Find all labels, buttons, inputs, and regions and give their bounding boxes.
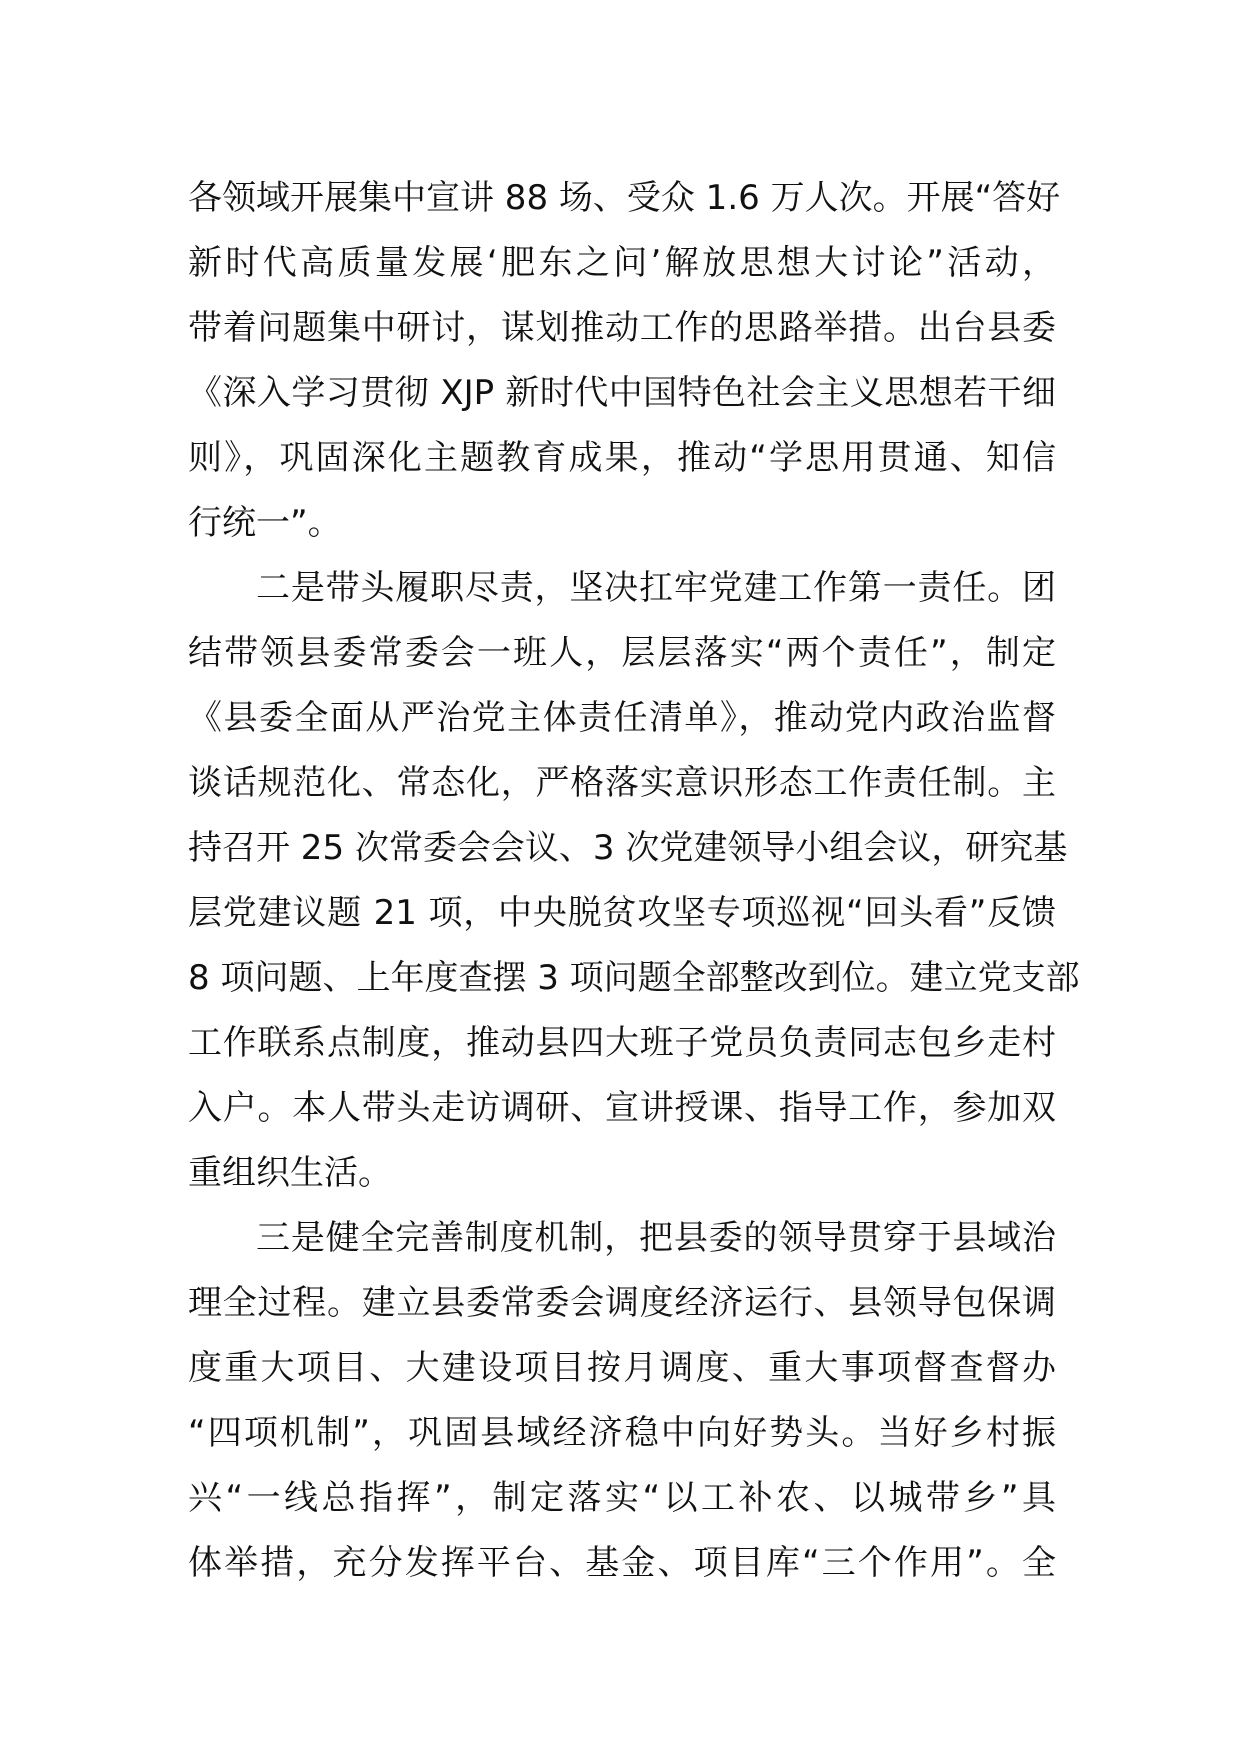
text-line: “四项机制”，巩固县域经济稳中向好势头。当好乡村振 bbox=[188, 1413, 1056, 1453]
text-line: 兴“一线总指挥”，制定落实“以工补农、以城带乡”具 bbox=[188, 1478, 1056, 1518]
text-line: 则》，巩固深化主题教育成果，推动“学思用贯通、知信 bbox=[188, 438, 1056, 478]
text-line: 谈话规范化、常态化，严格落实意识形态工作责任制。主 bbox=[188, 763, 1056, 803]
text-line: 体举措，充分发挥平台、基金、项目库“三个作用”。全 bbox=[188, 1543, 1056, 1583]
text-line: 理全过程。建立县委常委会调度经济运行、县领导包保调 bbox=[188, 1283, 1056, 1323]
text-line: 入户。本人带头走访调研、宣讲授课、指导工作，参加双 bbox=[188, 1088, 1056, 1128]
text-line: 带着问题集中研讨，谋划推动工作的思路举措。出台县委 bbox=[188, 308, 1056, 348]
text-line: 行统一”。 bbox=[188, 503, 342, 543]
paragraph-first-line: 三是健全完善制度机制，把县委的领导贯穿于县域治 bbox=[256, 1218, 1056, 1258]
text-line: 各领域开展集中宣讲 88 场、受众 1.6 万人次。开展“答好 bbox=[188, 178, 1061, 218]
text-line: 层党建议题 21 项，中央脱贫攻坚专项巡视“回头看”反馈 bbox=[188, 893, 1056, 933]
text-line: 《县委全面从严治党主体责任清单》，推动党内政治监督 bbox=[188, 698, 1056, 738]
paragraph-first-line: 二是带头履职尽责，坚决扛牢党建工作第一责任。团 bbox=[256, 568, 1056, 608]
text-line: 结带领县委常委会一班人，层层落实“两个责任”，制定 bbox=[188, 633, 1056, 673]
text-line: 工作联系点制度，推动县四大班子党员负责同志包乡走村 bbox=[188, 1023, 1056, 1063]
text-line: 重组织生活。 bbox=[188, 1153, 392, 1193]
text-line: 8 项问题、上年度查摆 3 项问题全部整改到位。建立党支部 bbox=[188, 958, 1080, 998]
document-body bbox=[188, 166, 1080, 1596]
text-line: 新时代高质量发展‘肥东之问’解放思想大讨论”活动， bbox=[188, 243, 1056, 283]
text-line: 持召开 25 次常委会会议、3 次党建领导小组会议，研究基 bbox=[188, 828, 1068, 868]
text-line: 《深入学习贯彻 XJP 新时代中国特色社会主义思想若干细 bbox=[188, 373, 1056, 413]
text-line: 度重大项目、大建设项目按月调度、重大事项督查督办 bbox=[188, 1348, 1056, 1388]
